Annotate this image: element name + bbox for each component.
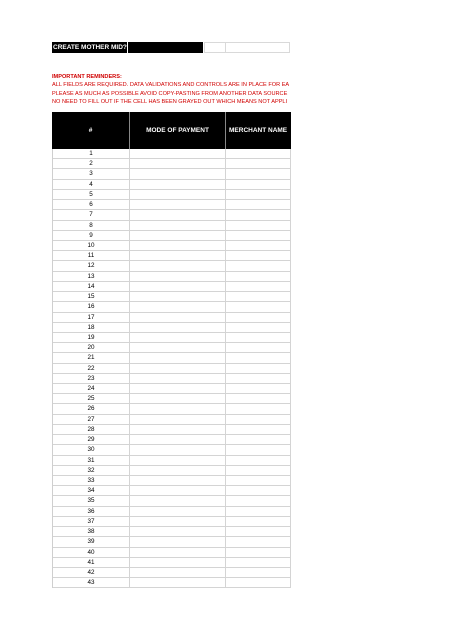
row-number: 39 [53, 537, 130, 546]
mode-of-payment-cell[interactable] [130, 456, 226, 465]
table-row [53, 200, 291, 210]
row-number: 5 [53, 190, 130, 199]
mode-of-payment-cell[interactable] [130, 537, 226, 546]
row-number: 11 [53, 251, 130, 260]
row-number: 37 [53, 517, 130, 526]
mode-of-payment-cell[interactable] [130, 527, 226, 536]
row-number: 7 [53, 210, 130, 219]
table-row [53, 323, 291, 333]
mode-of-payment-cell[interactable] [130, 496, 226, 505]
table-row [53, 486, 291, 496]
table-row [53, 343, 291, 353]
merchant-name-cell[interactable] [226, 169, 291, 178]
row-number: 28 [53, 425, 130, 434]
merchant-name-cell[interactable] [226, 302, 291, 311]
mode-of-payment-cell[interactable] [130, 558, 226, 567]
mode-of-payment-cell[interactable] [130, 353, 226, 362]
row-number: 17 [53, 313, 130, 322]
row-number: 33 [53, 476, 130, 485]
merchant-name-cell[interactable] [226, 364, 291, 373]
row-number: 22 [53, 364, 130, 373]
table-row [53, 241, 291, 251]
merchant-name-cell[interactable] [226, 159, 291, 168]
table-row [53, 333, 291, 343]
table-row [53, 282, 291, 292]
row-number: 32 [53, 466, 130, 475]
merchant-name-cell[interactable] [226, 456, 291, 465]
mode-of-payment-cell[interactable] [130, 282, 226, 291]
row-number: 23 [53, 374, 130, 383]
mode-of-payment-cell[interactable] [130, 302, 226, 311]
row-number: 16 [53, 302, 130, 311]
table-row [53, 364, 291, 374]
table-row [53, 251, 291, 261]
merchant-name-cell[interactable] [226, 404, 291, 413]
merchant-name-cell[interactable] [226, 231, 291, 240]
row-number: 21 [53, 353, 130, 362]
row-number: 31 [53, 456, 130, 465]
table-row [53, 466, 291, 476]
merchant-name-cell[interactable] [226, 353, 291, 362]
mode-of-payment-cell[interactable] [130, 507, 226, 516]
row-number: 30 [53, 445, 130, 454]
table-row [53, 169, 291, 179]
row-number: 35 [53, 496, 130, 505]
create-mother-mid-label-fill [128, 42, 203, 53]
payment-table [52, 112, 291, 588]
mode-of-payment-cell[interactable] [130, 578, 226, 587]
row-number: 41 [53, 558, 130, 567]
table-row [53, 394, 291, 404]
row-number: 15 [53, 292, 130, 301]
important-reminders [52, 73, 290, 106]
mode-of-payment-cell[interactable] [130, 364, 226, 373]
merchant-name-cell[interactable] [226, 292, 291, 301]
table-row [53, 548, 291, 558]
row-number: 38 [53, 527, 130, 536]
table-row [53, 353, 291, 363]
table-row [53, 374, 291, 384]
create-mother-mid-input[interactable] [204, 42, 226, 53]
table-row [53, 159, 291, 169]
row-number: 29 [53, 435, 130, 444]
table-row [53, 180, 291, 190]
merchant-name-cell[interactable] [226, 374, 291, 383]
table-row [53, 210, 291, 220]
table-row [53, 272, 291, 282]
table-body [52, 149, 291, 588]
merchant-name-cell[interactable] [226, 466, 291, 475]
table-row [53, 435, 291, 445]
row-number: 36 [53, 507, 130, 516]
table-row [53, 425, 291, 435]
row-number: 13 [53, 272, 130, 281]
mode-of-payment-cell[interactable] [130, 261, 226, 270]
mode-of-payment-cell[interactable] [130, 251, 226, 260]
row-number: 14 [53, 282, 130, 291]
table-row [53, 302, 291, 312]
mode-of-payment-cell[interactable] [130, 180, 226, 189]
merchant-name-cell[interactable] [226, 384, 291, 393]
mode-of-payment-cell[interactable] [130, 190, 226, 199]
mode-of-payment-cell[interactable] [130, 313, 226, 322]
row-number: 3 [53, 169, 130, 178]
merchant-name-cell[interactable] [226, 486, 291, 495]
row-number: 12 [53, 261, 130, 270]
create-mother-mid-input-extension[interactable] [226, 42, 290, 53]
mode-of-payment-cell[interactable] [130, 343, 226, 352]
table-row [53, 456, 291, 466]
merchant-name-cell[interactable] [226, 313, 291, 322]
merchant-name-cell[interactable] [226, 435, 291, 444]
merchant-name-cell[interactable] [226, 210, 291, 219]
row-number: 24 [53, 384, 130, 393]
table-row [53, 221, 291, 231]
merchant-name-cell[interactable] [226, 445, 291, 454]
mode-of-payment-cell[interactable] [130, 292, 226, 301]
reminder-line: NO NEED TO FILL OUT IF THE CELL HAS BEEN GRAYED OUT WHICH MEANS NOT APPLI [52, 98, 288, 105]
table-row [53, 517, 291, 527]
mode-of-payment-cell[interactable] [130, 476, 226, 485]
row-number: 27 [53, 415, 130, 424]
mode-of-payment-cell[interactable] [130, 221, 226, 230]
merchant-name-cell[interactable] [226, 507, 291, 516]
table-row [53, 507, 291, 517]
row-number: 9 [53, 231, 130, 240]
row-number: 20 [53, 343, 130, 352]
merchant-name-cell[interactable] [226, 537, 291, 546]
reminder-line: PLEASE AS MUCH AS POSSIBLE AVOID COPY-PASTING FROM ANOTHER DATA SOURCE [52, 90, 288, 97]
merchant-name-cell[interactable] [226, 476, 291, 485]
table-row [53, 537, 291, 547]
row-number: 40 [53, 548, 130, 557]
table-row [53, 292, 291, 302]
table-row [53, 496, 291, 506]
row-number: 42 [53, 568, 130, 577]
header-mode-of-payment: MODE OF PAYMENT [130, 112, 226, 149]
table-row [53, 558, 291, 568]
merchant-name-cell[interactable] [226, 272, 291, 281]
row-number: 1 [53, 149, 130, 158]
table-row [53, 313, 291, 323]
mode-of-payment-cell[interactable] [130, 241, 226, 250]
row-number: 25 [53, 394, 130, 403]
reminders-title: IMPORTANT REMINDERS: [52, 74, 122, 80]
merchant-name-cell[interactable] [226, 548, 291, 557]
mode-of-payment-cell[interactable] [130, 210, 226, 219]
mode-of-payment-cell[interactable] [130, 159, 226, 168]
merchant-name-cell[interactable] [226, 343, 291, 352]
merchant-name-cell[interactable] [226, 425, 291, 434]
mode-of-payment-cell[interactable] [130, 435, 226, 444]
row-number: 26 [53, 404, 130, 413]
row-number: 19 [53, 333, 130, 342]
mode-of-payment-cell[interactable] [130, 323, 226, 332]
header-number: # [52, 112, 130, 149]
merchant-name-cell[interactable] [226, 323, 291, 332]
mode-of-payment-cell[interactable] [130, 272, 226, 281]
merchant-name-cell[interactable] [226, 496, 291, 505]
row-number: 18 [53, 323, 130, 332]
mode-of-payment-cell[interactable] [130, 169, 226, 178]
merchant-name-cell[interactable] [226, 578, 291, 587]
merchant-name-cell[interactable] [226, 190, 291, 199]
merchant-name-cell[interactable] [226, 517, 291, 526]
row-number: 4 [53, 180, 130, 189]
merchant-name-cell[interactable] [226, 241, 291, 250]
mode-of-payment-cell[interactable] [130, 445, 226, 454]
table-row [53, 384, 291, 394]
table-row [53, 476, 291, 486]
row-number: 34 [53, 486, 130, 495]
merchant-name-cell[interactable] [226, 149, 291, 158]
mode-of-payment-cell[interactable] [130, 466, 226, 475]
mode-of-payment-cell[interactable] [130, 486, 226, 495]
table-row [53, 190, 291, 200]
row-number: 8 [53, 221, 130, 230]
row-number: 2 [53, 159, 130, 168]
mode-of-payment-cell[interactable] [130, 404, 226, 413]
merchant-name-cell[interactable] [226, 251, 291, 260]
mode-of-payment-cell[interactable] [130, 394, 226, 403]
merchant-name-cell[interactable] [226, 568, 291, 577]
merchant-name-cell[interactable] [226, 221, 291, 230]
table-row [53, 578, 291, 588]
table-row [53, 445, 291, 455]
table-header [52, 112, 291, 149]
merchant-name-cell[interactable] [226, 200, 291, 209]
mode-of-payment-cell[interactable] [130, 374, 226, 383]
mode-of-payment-cell[interactable] [130, 415, 226, 424]
reminder-line: ALL FIELDS ARE REQUIRED. DATA VALIDATIONS AND CONTROLS ARE IN PLACE FOR EA [52, 82, 290, 89]
mode-of-payment-cell[interactable] [130, 231, 226, 240]
table-row [53, 404, 291, 414]
mode-of-payment-cell[interactable] [130, 333, 226, 342]
table-row [53, 231, 291, 241]
merchant-name-cell[interactable] [226, 558, 291, 567]
mode-of-payment-cell[interactable] [130, 548, 226, 557]
merchant-name-cell[interactable] [226, 527, 291, 536]
create-mother-mid-row [52, 42, 290, 53]
merchant-name-cell[interactable] [226, 415, 291, 424]
row-number: 10 [53, 241, 130, 250]
merchant-name-cell[interactable] [226, 394, 291, 403]
mode-of-payment-cell[interactable] [130, 149, 226, 158]
mode-of-payment-cell[interactable] [130, 384, 226, 393]
create-mother-mid-label: CREATE MOTHER MID? [53, 44, 127, 51]
table-row [53, 415, 291, 425]
row-number: 43 [53, 578, 130, 587]
header-merchant-name: MERCHANT NAME [229, 127, 288, 134]
mode-of-payment-cell[interactable] [130, 568, 226, 577]
merchant-name-cell[interactable] [226, 180, 291, 189]
merchant-name-cell[interactable] [226, 261, 291, 270]
table-row [53, 149, 291, 159]
mode-of-payment-cell[interactable] [130, 517, 226, 526]
table-row [53, 527, 291, 537]
mode-of-payment-cell[interactable] [130, 425, 226, 434]
merchant-name-cell[interactable] [226, 333, 291, 342]
table-row [53, 261, 291, 271]
table-row [53, 568, 291, 578]
row-number: 6 [53, 200, 130, 209]
mode-of-payment-cell[interactable] [130, 200, 226, 209]
merchant-name-cell[interactable] [226, 282, 291, 291]
